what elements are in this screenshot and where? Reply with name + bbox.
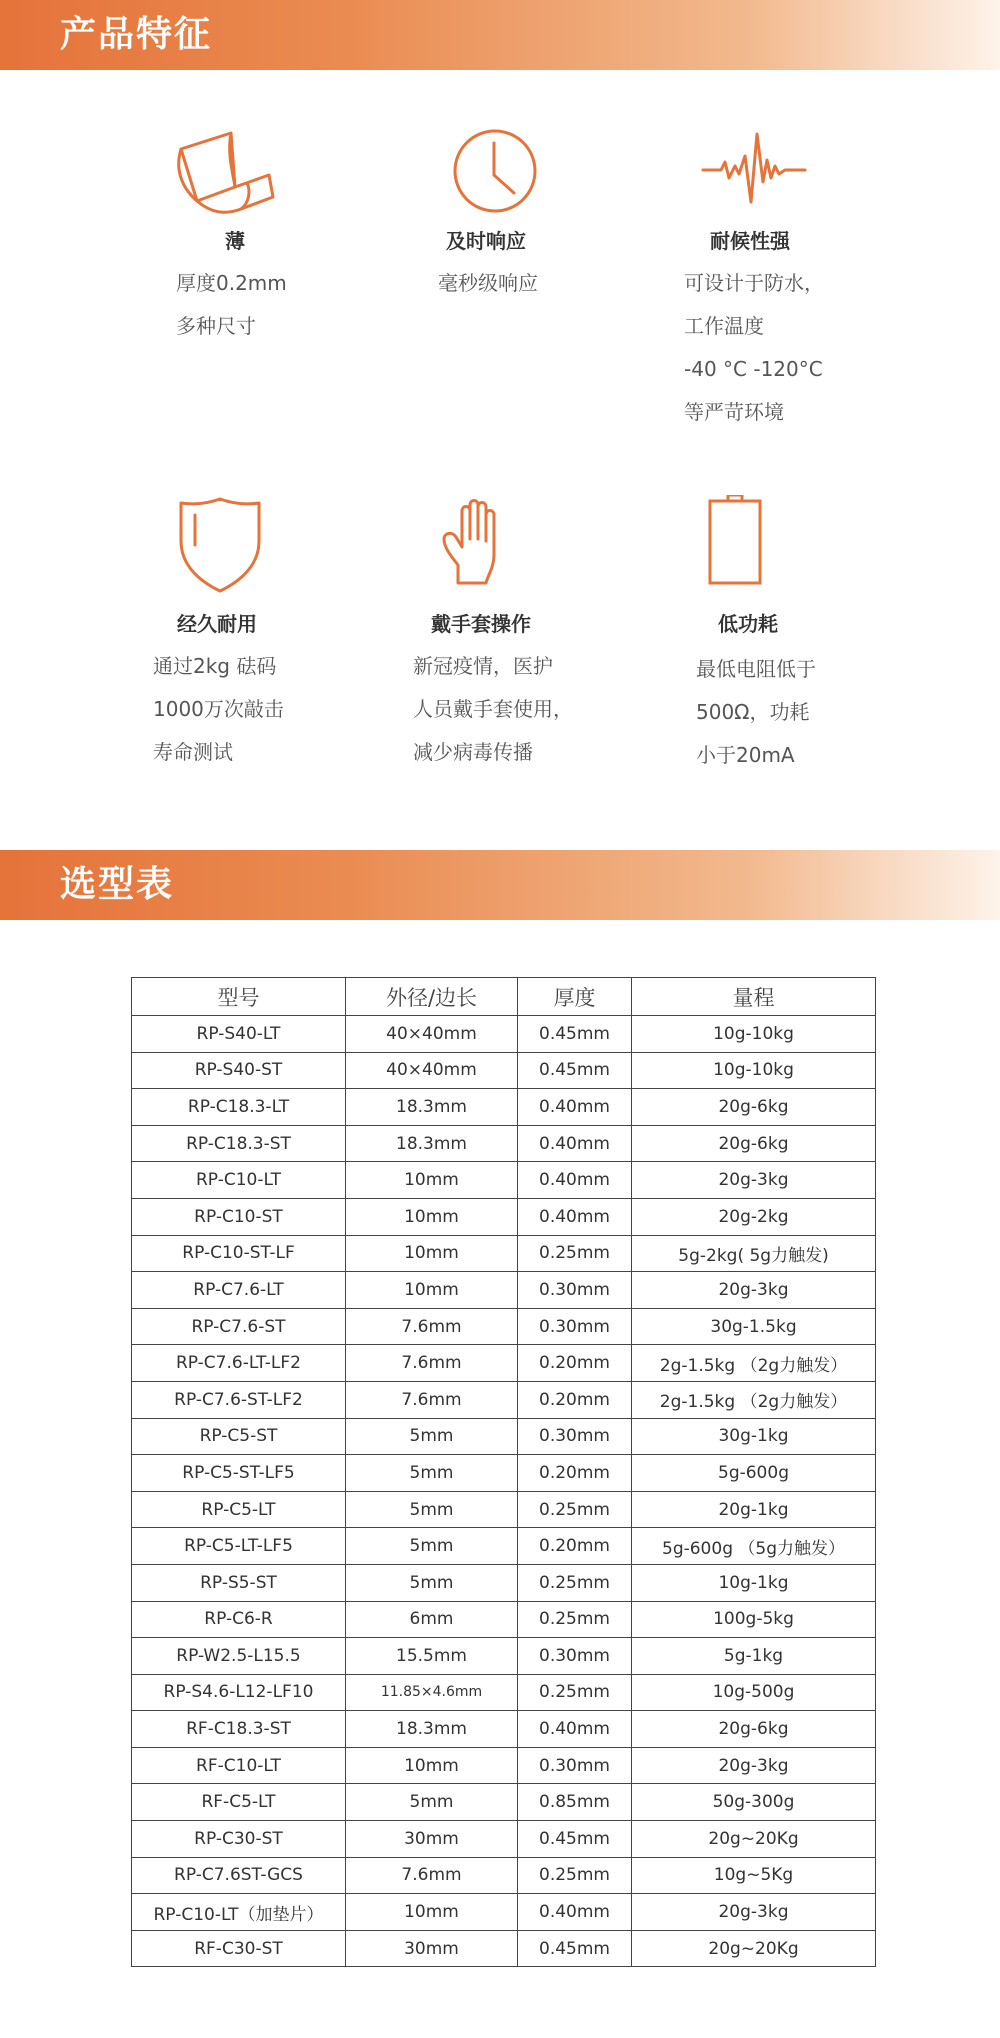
cell-range: 30g-1kg <box>632 1418 876 1455</box>
cell-size: 40×40mm <box>346 1016 518 1053</box>
feature-desc-line: 等严苛环境 <box>684 400 784 424</box>
cell-range: 20g-3kg <box>632 1272 876 1309</box>
cell-size: 18.3mm <box>346 1125 518 1162</box>
cell-thickness: 0.40mm <box>518 1162 632 1199</box>
table-row <box>132 1162 876 1199</box>
feature-desc <box>684 262 824 434</box>
cell-thickness: 0.25mm <box>518 1564 632 1601</box>
feature-desc-line: 多种尺寸 <box>176 314 256 338</box>
cell-range: 2g-1.5kg （2g力触发） <box>632 1381 876 1418</box>
table-body <box>132 1016 876 1967</box>
feature-desc-line: 厚度0.2mm <box>176 271 287 295</box>
feature-desc <box>438 262 538 305</box>
feature-low-power <box>690 495 950 795</box>
cell-thickness: 0.25mm <box>518 1857 632 1894</box>
cell-thickness: 0.40mm <box>518 1089 632 1126</box>
cell-thickness: 0.30mm <box>518 1272 632 1309</box>
cell-range: 10g-10kg <box>632 1016 876 1053</box>
cell-size: 40×40mm <box>346 1052 518 1089</box>
cell-model: RP-S40-ST <box>132 1052 346 1089</box>
cell-model: RP-C6-R <box>132 1601 346 1638</box>
feature-desc-line: 小于20mA <box>696 743 795 767</box>
cell-model: RP-C7.6ST-GCS <box>132 1857 346 1894</box>
cell-size: 18.3mm <box>346 1089 518 1126</box>
cell-size: 30mm <box>346 1821 518 1858</box>
cell-range: 10g~5Kg <box>632 1857 876 1894</box>
cell-size: 15.5mm <box>346 1638 518 1675</box>
feature-desc <box>696 648 816 777</box>
cell-thickness: 0.30mm <box>518 1638 632 1675</box>
cell-range: 20g-6kg <box>632 1125 876 1162</box>
cell-range: 5g-600g （5g力触发） <box>632 1528 876 1565</box>
table-row <box>132 1089 876 1126</box>
cell-range: 20g-6kg <box>632 1711 876 1748</box>
feature-desc-line: 寿命测试 <box>153 740 233 764</box>
cell-model: RP-C5-ST-LF5 <box>132 1455 346 1492</box>
table-row <box>132 1784 876 1821</box>
table-row <box>132 1930 876 1967</box>
cell-model: RP-C18.3-LT <box>132 1089 346 1126</box>
cell-size: 7.6mm <box>346 1857 518 1894</box>
feature-name: 经久耐用 <box>177 612 257 636</box>
table-row <box>132 1894 876 1931</box>
feature-desc <box>176 262 287 348</box>
cell-thickness: 0.20mm <box>518 1455 632 1492</box>
feature-name: 薄 <box>225 229 245 253</box>
table-row <box>132 1198 876 1235</box>
cell-range: 100g-5kg <box>632 1601 876 1638</box>
cell-size: 10mm <box>346 1894 518 1931</box>
cell-range: 5g-1kg <box>632 1638 876 1675</box>
shield-icon <box>165 495 275 595</box>
table-row <box>132 1016 876 1053</box>
header-thickness: 厚度 <box>518 978 632 1016</box>
clock-icon <box>440 125 550 225</box>
cell-thickness: 0.20mm <box>518 1528 632 1565</box>
cell-range: 2g-1.5kg （2g力触发） <box>632 1345 876 1382</box>
cell-size: 5mm <box>346 1491 518 1528</box>
cell-model: RP-C10-LT <box>132 1162 346 1199</box>
cell-range: 20g~20Kg <box>632 1821 876 1858</box>
cell-model: RP-C5-ST <box>132 1418 346 1455</box>
table-row <box>132 1528 876 1565</box>
table-row <box>132 1711 876 1748</box>
cell-thickness: 0.40mm <box>518 1125 632 1162</box>
table-row <box>132 1857 876 1894</box>
cell-range: 20g-6kg <box>632 1089 876 1126</box>
cell-model: RP-C18.3-ST <box>132 1125 346 1162</box>
feature-desc-line: 毫秒级响应 <box>438 271 538 295</box>
feature-desc-line: 1000万次敲击 <box>153 697 284 721</box>
cell-size: 10mm <box>346 1747 518 1784</box>
cell-model: RF-C5-LT <box>132 1784 346 1821</box>
table-row <box>132 1564 876 1601</box>
cell-model: RP-C10-ST <box>132 1198 346 1235</box>
table-row <box>132 1747 876 1784</box>
table-row <box>132 1821 876 1858</box>
cell-size: 5mm <box>346 1455 518 1492</box>
header-range: 量程 <box>632 978 876 1016</box>
feature-response <box>430 115 690 455</box>
cell-model: RF-C10-LT <box>132 1747 346 1784</box>
cell-thickness: 0.30mm <box>518 1747 632 1784</box>
table-header-row <box>132 978 876 1016</box>
feature-name: 戴手套操作 <box>431 612 531 636</box>
feature-durable <box>145 495 405 795</box>
feature-desc-line: 可设计于防水， <box>684 271 824 295</box>
features-title: 产品特征 <box>60 14 213 55</box>
cell-model: RP-S5-ST <box>132 1564 346 1601</box>
cell-model: RP-C10-LT（加垫片） <box>132 1894 346 1931</box>
cell-model: RP-C30-ST <box>132 1821 346 1858</box>
cell-size: 30mm <box>346 1930 518 1967</box>
cell-thickness: 0.45mm <box>518 1052 632 1089</box>
cell-model: RP-S4.6-L12-LF10 <box>132 1674 346 1711</box>
cell-thickness: 0.20mm <box>518 1381 632 1418</box>
table-row <box>132 1308 876 1345</box>
cell-size: 18.3mm <box>346 1711 518 1748</box>
feature-desc-line: 最低电阻低于 <box>696 657 816 681</box>
cell-range: 5g-2kg( 5g力触发) <box>632 1235 876 1272</box>
cell-thickness: 0.25mm <box>518 1235 632 1272</box>
cell-thickness: 0.45mm <box>518 1016 632 1053</box>
cell-thickness: 0.40mm <box>518 1894 632 1931</box>
feature-desc-line: 人员戴手套使用， <box>413 697 573 721</box>
cell-model: RP-C5-LT-LF5 <box>132 1528 346 1565</box>
header-size: 外径/边长 <box>346 978 518 1016</box>
cell-size: 7.6mm <box>346 1308 518 1345</box>
cell-thickness: 0.25mm <box>518 1674 632 1711</box>
table-row <box>132 1272 876 1309</box>
cell-model: RP-C10-ST-LF <box>132 1235 346 1272</box>
feature-desc-line: -40 °C -120°C <box>684 357 823 381</box>
table-row <box>132 1418 876 1455</box>
cell-model: RP-C7.6-LT <box>132 1272 346 1309</box>
cell-thickness: 0.40mm <box>518 1711 632 1748</box>
cell-range: 10g-10kg <box>632 1052 876 1089</box>
cell-model: RP-W2.5-L15.5 <box>132 1638 346 1675</box>
cell-range: 20g-1kg <box>632 1491 876 1528</box>
cell-thickness: 0.20mm <box>518 1345 632 1382</box>
cell-range: 20g-3kg <box>632 1162 876 1199</box>
cell-model: RF-C18.3-ST <box>132 1711 346 1748</box>
cell-thickness: 0.40mm <box>518 1198 632 1235</box>
feature-desc-line: 通过2kg 砝码 <box>153 654 277 678</box>
cell-model: RP-C7.6-ST-LF2 <box>132 1381 346 1418</box>
cell-model: RP-S40-LT <box>132 1016 346 1053</box>
cell-size: 7.6mm <box>346 1381 518 1418</box>
cell-size: 10mm <box>346 1198 518 1235</box>
cell-range: 30g-1.5kg <box>632 1308 876 1345</box>
cell-size: 6mm <box>346 1601 518 1638</box>
cell-size: 5mm <box>346 1528 518 1565</box>
cell-model: RP-C7.6-ST <box>132 1308 346 1345</box>
table-row <box>132 1455 876 1492</box>
feature-desc-line: 新冠疫情，医护 <box>413 654 553 678</box>
spec-table <box>131 977 876 1967</box>
cell-thickness: 0.45mm <box>518 1821 632 1858</box>
cell-thickness: 0.25mm <box>518 1491 632 1528</box>
cell-thickness: 0.30mm <box>518 1308 632 1345</box>
cell-size: 7.6mm <box>346 1345 518 1382</box>
table-banner <box>0 850 1000 920</box>
cell-thickness: 0.30mm <box>518 1418 632 1455</box>
feature-name: 耐候性强 <box>710 229 790 253</box>
cell-thickness: 0.45mm <box>518 1930 632 1967</box>
cell-range: 50g-300g <box>632 1784 876 1821</box>
cell-size: 10mm <box>346 1272 518 1309</box>
battery-icon <box>690 495 800 595</box>
cell-model: RP-C7.6-LT-LF2 <box>132 1345 346 1382</box>
table-row <box>132 1674 876 1711</box>
feature-desc-line: 工作温度 <box>684 314 764 338</box>
cell-range: 20g-2kg <box>632 1198 876 1235</box>
cell-range: 10g-1kg <box>632 1564 876 1601</box>
cell-size: 10mm <box>346 1162 518 1199</box>
feature-name: 低功耗 <box>718 612 778 636</box>
table-title: 选型表 <box>60 864 175 905</box>
header-model: 型号 <box>132 978 346 1016</box>
table-row <box>132 1638 876 1675</box>
table-row <box>132 1052 876 1089</box>
cell-thickness: 0.25mm <box>518 1601 632 1638</box>
waveform-icon <box>699 120 809 220</box>
feature-name: 及时响应 <box>446 229 526 253</box>
cell-range: 20g~20Kg <box>632 1930 876 1967</box>
cell-range: 10g-500g <box>632 1674 876 1711</box>
cell-model: RP-C5-LT <box>132 1491 346 1528</box>
glove-icon <box>430 495 540 595</box>
feature-desc <box>153 645 284 774</box>
film-icon <box>173 125 283 225</box>
features-banner <box>0 0 1000 70</box>
feature-gloves <box>405 495 665 795</box>
table-row <box>132 1381 876 1418</box>
table-row <box>132 1125 876 1162</box>
cell-size: 5mm <box>346 1784 518 1821</box>
feature-weather <box>684 115 944 455</box>
cell-range: 20g-3kg <box>632 1894 876 1931</box>
cell-range: 20g-3kg <box>632 1747 876 1784</box>
cell-size: 5mm <box>346 1418 518 1455</box>
cell-size: 10mm <box>346 1235 518 1272</box>
cell-size: 5mm <box>346 1564 518 1601</box>
table-row <box>132 1235 876 1272</box>
table-row <box>132 1345 876 1382</box>
feature-desc-line: 500Ω，功耗 <box>696 700 810 724</box>
table-row <box>132 1491 876 1528</box>
cell-size: 11.85×4.6mm <box>346 1674 518 1711</box>
table-row <box>132 1601 876 1638</box>
feature-desc <box>413 645 573 774</box>
cell-thickness: 0.85mm <box>518 1784 632 1821</box>
cell-range: 5g-600g <box>632 1455 876 1492</box>
feature-thin <box>170 115 430 455</box>
feature-desc-line: 减少病毒传播 <box>413 740 533 764</box>
cell-model: RF-C30-ST <box>132 1930 346 1967</box>
